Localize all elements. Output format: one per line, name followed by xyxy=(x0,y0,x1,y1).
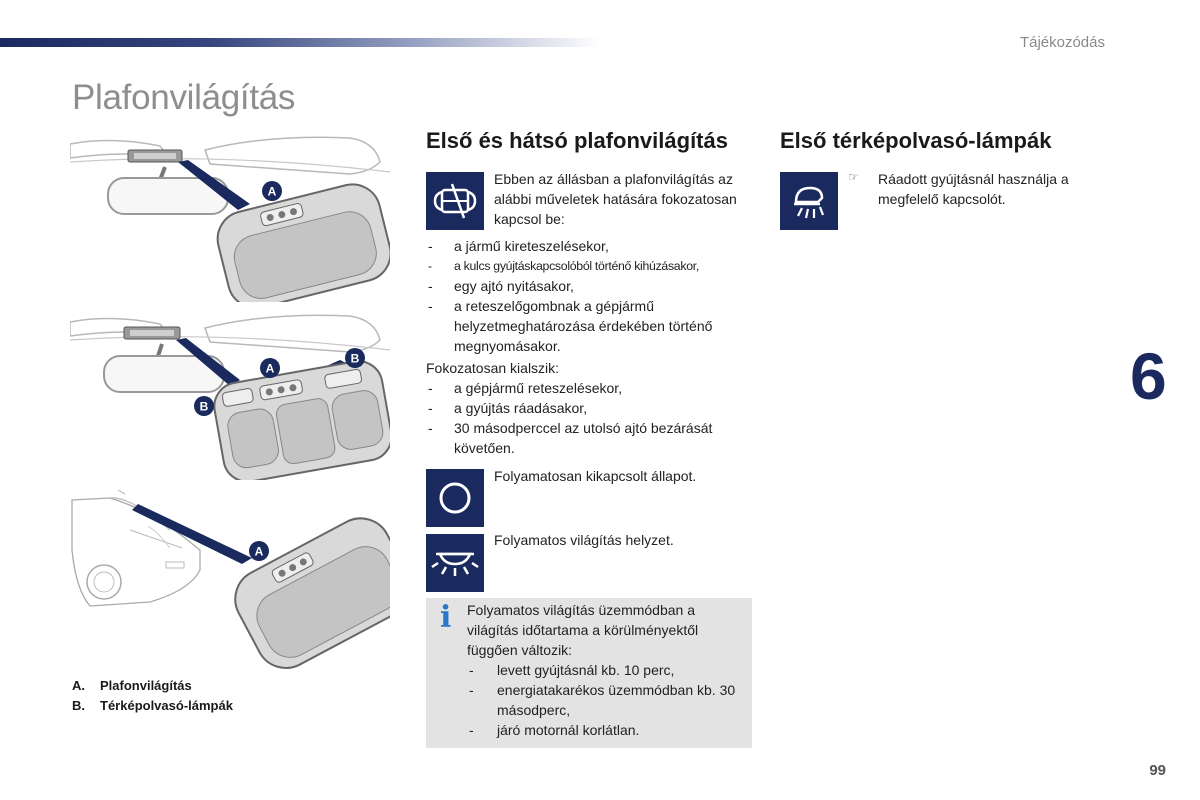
list-item: - energiatakarékos üzemmódban kb. 30 másodperc, xyxy=(469,682,736,718)
callout-b: B xyxy=(350,351,360,366)
figure-legend xyxy=(72,676,233,716)
list-item: - járó motornál korlátlan. xyxy=(469,722,640,738)
callout-b: B xyxy=(199,399,209,414)
circle-off-icon xyxy=(426,469,484,527)
info-icon: i xyxy=(440,600,452,635)
list-item: - egy ajtó nyitásakor, xyxy=(428,278,574,294)
list-item: - a reteszelőgombnak a gépjármű helyzetmeghatározása érdekében történő megnyomásakor. xyxy=(428,298,713,354)
list-item: - 30 másodperccel az utolsó ajtó bezárását követően. xyxy=(428,420,713,456)
turn-off-list xyxy=(426,378,756,458)
callout-a: A xyxy=(265,361,275,376)
header-gradient-bar xyxy=(0,38,600,47)
map-lamps-text: Ráadott gyújtásnál használja a megfelelő kapcsolót. xyxy=(878,171,1069,207)
state-on-text: Folyamatos világítás helyzet. xyxy=(494,532,674,548)
callout-a: A xyxy=(254,544,264,559)
info-intro: Folyamatos világítás üzemmódban a világítás időtartama a körülményektől függően változik: xyxy=(467,602,699,658)
heading-front-rear-lighting: Első és hátsó plafonvilágítás xyxy=(426,128,728,153)
door-courtesy-light-icon xyxy=(426,172,484,230)
front-ceiling-light-illustration xyxy=(70,132,390,302)
pointer-bullet-icon: ☞ xyxy=(848,170,859,184)
list-item: - a jármű kireteszelésekor, xyxy=(428,238,609,254)
page-title: Plafonvilágítás xyxy=(72,78,296,117)
legend-key: B. xyxy=(72,698,85,713)
turn-off-heading: Fokozatosan kialszik: xyxy=(426,360,560,376)
front-map-lamps-illustration xyxy=(70,310,390,480)
rear-ceiling-light-illustration xyxy=(70,490,390,670)
info-box xyxy=(426,598,752,748)
state-off-text: Folyamatosan kikapcsolt állapot. xyxy=(494,468,697,484)
legend-item xyxy=(72,676,233,696)
list-item: - a kulcs gyújtáskapcsolóból történő kihúzásakor, xyxy=(428,259,699,273)
legend-label: Plafonvilágítás xyxy=(100,678,192,693)
list-item: - a gyújtás ráadásakor, xyxy=(428,400,588,416)
legend-label: Térképolvasó-lámpák xyxy=(100,698,233,713)
page-number: 99 xyxy=(1149,762,1166,779)
section-label: Tájékozódás xyxy=(1019,34,1105,51)
turn-on-list xyxy=(426,236,756,356)
info-text xyxy=(467,600,747,740)
chapter-number: 6 xyxy=(1130,339,1167,413)
list-item: - levett gyújtásnál kb. 10 perc, xyxy=(469,662,675,678)
heading-map-lamps: Első térképolvasó-lámpák xyxy=(780,128,1052,153)
legend-item xyxy=(72,696,233,716)
map-reading-lamp-icon xyxy=(780,172,838,230)
legend-key: A. xyxy=(72,678,85,693)
front-rear-intro: Ebben az állásban a plafonvilágítás az alábbi műveletek hatására fokozatosan kapcsol be: xyxy=(494,171,737,227)
lamp-on-icon xyxy=(426,534,484,592)
list-item: - a gépjármű reteszelésekor, xyxy=(428,380,623,396)
callout-a: A xyxy=(267,184,277,199)
